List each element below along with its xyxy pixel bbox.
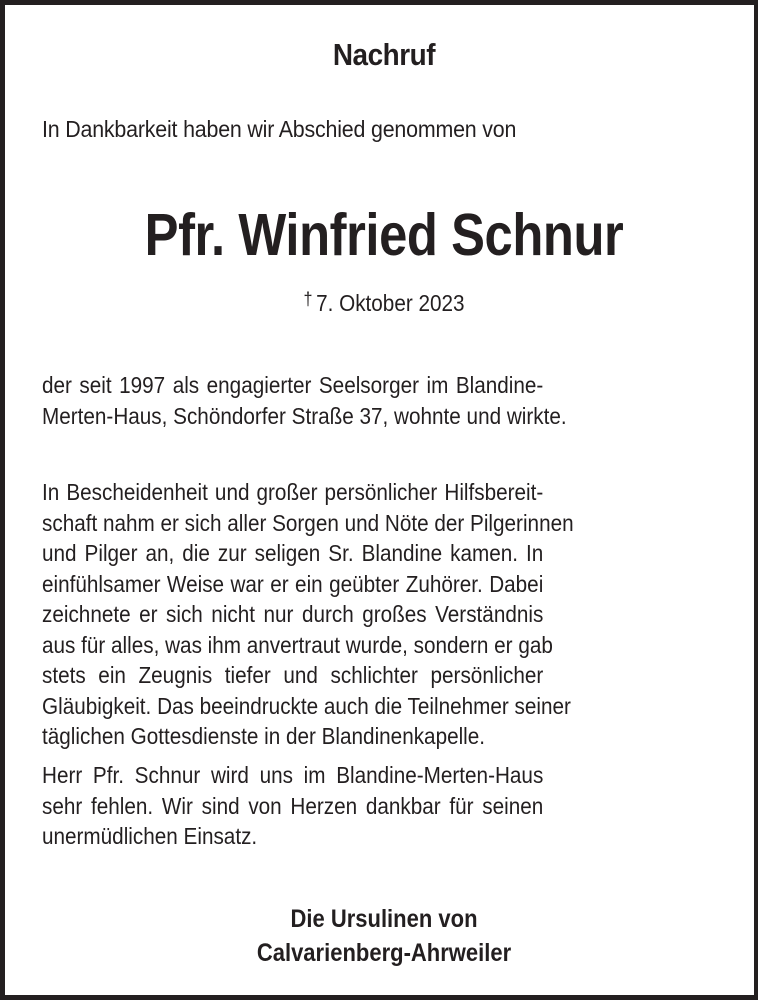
cross-icon: † — [303, 289, 313, 309]
paragraph-line: der seit 1997 als engagierter Seelsorger im Blandine- — [42, 372, 544, 398]
paragraph-line: sehr fehlen. Wir sind von Herzen dankbar für seinen — [42, 792, 544, 819]
deceased-name: Pfr. Winfried Schnur — [144, 202, 624, 268]
paragraph-line: Gläubigkeit. Das beeindruckte auch die Teilnehmer seiner — [42, 692, 571, 719]
paragraph-2 — [42, 477, 574, 752]
death-date: 7. Oktober 2023 — [316, 290, 465, 316]
paragraph-line: In Bescheidenheit und großer persönlicher Hilfsbereit- — [42, 479, 544, 505]
signature-line-2: Calvarienberg-Ahrweiler — [256, 939, 512, 967]
paragraph-3 — [42, 760, 543, 852]
signature-line-1: Die Ursulinen von — [290, 905, 478, 933]
paragraph-line: und Pilger an, die zur seligen Sr. Blandine kamen. In — [42, 540, 544, 566]
paragraph-line: einfühlsamer Weise war er ein geübter Zuhörer. Dabei — [42, 570, 544, 597]
heading: Nachruf — [332, 37, 436, 72]
paragraph-line: unermüdlichen Einsatz. — [42, 823, 258, 849]
paragraph-line: schaft nahm er sich aller Sorgen und Nöte der Pilgerinnen — [42, 509, 574, 536]
paragraph-line: aus für alles, was ihm anvertraut wurde, sondern er gab — [42, 631, 553, 658]
paragraph-line: zeichnete er sich nicht nur durch großes Verständnis — [42, 601, 544, 627]
intro-text: In Dankbarkeit haben wir Abschied genommen von — [42, 116, 517, 142]
paragraph-line: Herr Pfr. Schnur wird uns im Blandine-Merten-Haus — [42, 762, 544, 788]
death-date-line — [43, 289, 725, 317]
paragraph-line: stets ein Zeugnis tiefer und schlichter persönlicher — [42, 662, 544, 688]
paragraph-1 — [42, 370, 567, 431]
paragraph-line: Merten-Haus, Schöndorfer Straße 37, wohnte und wirkte. — [42, 402, 567, 429]
paragraph-line: täglichen Gottesdienste in der Blandinenkapelle. — [42, 723, 486, 749]
